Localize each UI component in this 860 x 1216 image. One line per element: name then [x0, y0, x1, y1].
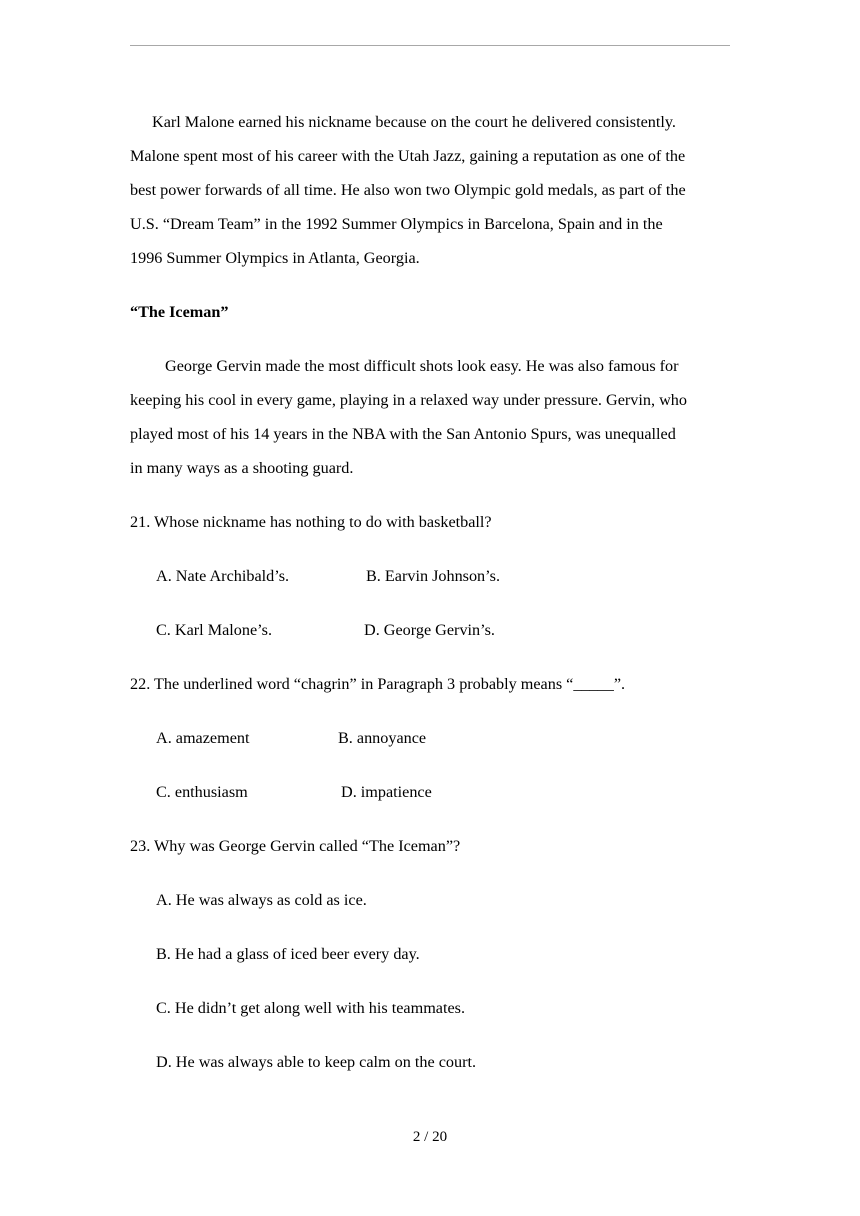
page-number: 2 / 20 [412, 1129, 448, 1145]
question-23-option-b: B. He had a glass of iced beer every day. [156, 945, 420, 963]
section-heading-iceman: “The Iceman” [130, 303, 229, 321]
question-21-option-a: A. Nate Archibald’s. [156, 567, 290, 585]
paragraph-gervin-line: played most of his 14 years in the NBA with the San Antonio Spurs, was unequalled [130, 425, 676, 443]
question-22-option-a: A. amazement [156, 729, 250, 747]
paragraph-gervin-line: George Gervin made the most difficult shots look easy. He was also famous for [165, 357, 679, 375]
question-22-option-d: D. impatience [341, 783, 432, 801]
question-22-stem: 22. The underlined word “chagrin” in Paragraph 3 probably means “_____”. [130, 675, 626, 693]
question-23-option-c: C. He didn’t get along well with his teammates. [156, 999, 466, 1017]
paragraph-gervin-line: keeping his cool in every game, playing in a relaxed way under pressure. Gervin, who [130, 391, 687, 409]
paragraph-malone-line: 1996 Summer Olympics in Atlanta, Georgia. [130, 249, 420, 267]
question-23-option-a: A. He was always as cold as ice. [156, 891, 367, 909]
question-22-option-b: B. annoyance [338, 729, 427, 747]
header-rule [130, 45, 730, 46]
paragraph-malone-line: Karl Malone earned his nickname because on the court he delivered consistently. [152, 113, 676, 131]
question-23-option-d: D. He was always able to keep calm on the court. [156, 1053, 477, 1071]
question-21-stem: 21. Whose nickname has nothing to do with basketball? [130, 513, 492, 531]
question-22-option-c: C. enthusiasm [156, 783, 248, 801]
question-21-option-b: B. Earvin Johnson’s. [366, 567, 500, 585]
question-21-option-d: D. George Gervin’s. [364, 621, 495, 639]
question-23-stem: 23. Why was George Gervin called “The Iceman”? [130, 837, 461, 855]
paragraph-gervin-line: in many ways as a shooting guard. [130, 459, 354, 477]
paragraph-malone-line: best power forwards of all time. He also won two Olympic gold medals, as part of the [130, 181, 686, 199]
paragraph-malone-line: Malone spent most of his career with the Utah Jazz, gaining a reputation as one of the [130, 147, 686, 165]
paragraph-malone-line: U.S. “Dream Team” in the 1992 Summer Olympics in Barcelona, Spain and in the [130, 215, 663, 233]
question-21-option-c: C. Karl Malone’s. [156, 621, 272, 639]
